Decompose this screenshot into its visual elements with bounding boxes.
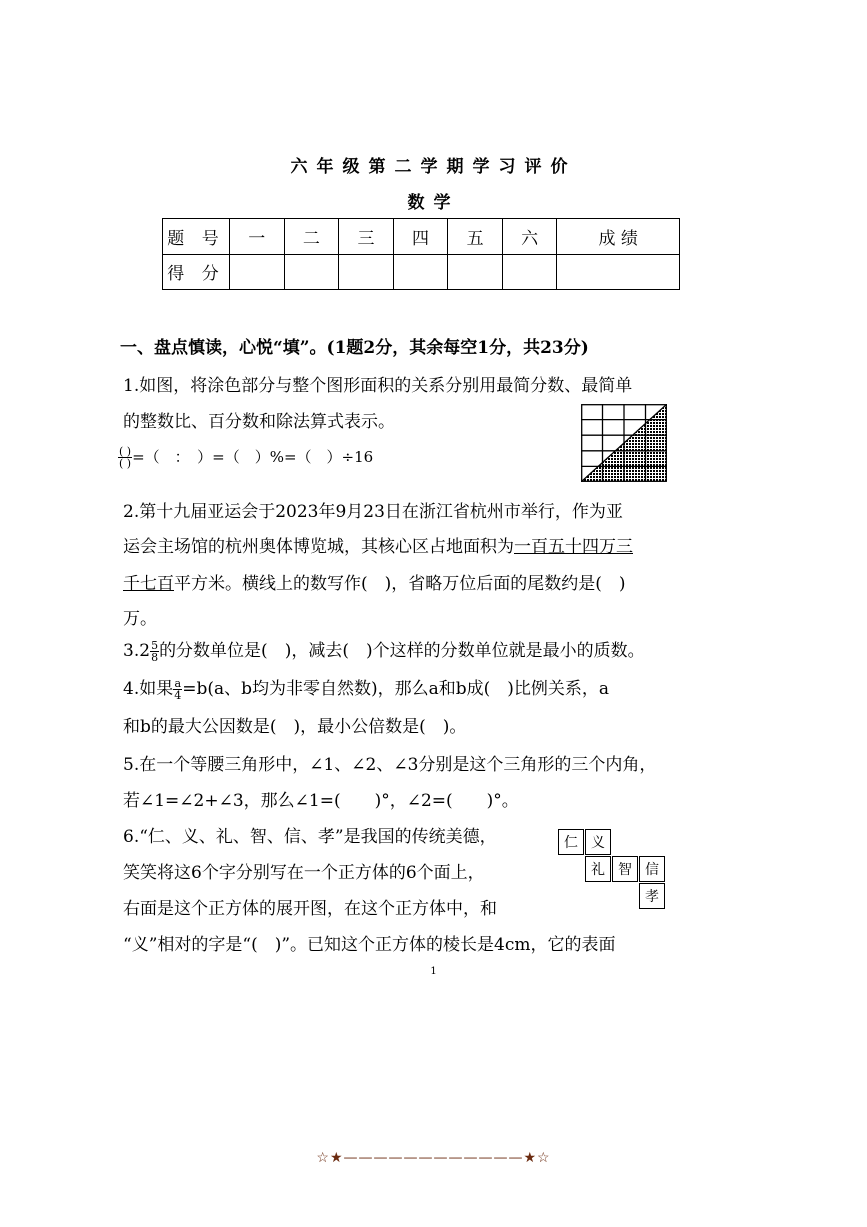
fraction-numerator: 5 <box>151 639 159 652</box>
page-number: 1 <box>430 966 437 977</box>
q1-answer-blanks: =（ ： ）=（ ）%=（ ）÷16 <box>132 448 374 466</box>
q2-line2 <box>123 532 633 557</box>
section-heading: 一、盘点慎读，心悦“填”。(1题2分，其余每空1分，共23分) <box>120 338 589 358</box>
fraction-denominator: 4 <box>174 689 182 702</box>
q1-line2: 的整数比、百分数和除法算式表示。 <box>123 412 395 432</box>
q3-prefix: 3. <box>123 641 140 661</box>
score-blank-cell[interactable] <box>557 254 680 290</box>
q6-line3: 右面是这个正方体的展开图，在这个正方体中，和 <box>123 899 497 919</box>
q2-line4: 万。 <box>123 609 157 629</box>
q2-line2-text: 运会主场馆的杭州奥体博览城，其核心区占地面积为 <box>123 537 514 557</box>
fraction-numerator: a <box>174 677 182 690</box>
score-cell: 一 <box>230 219 285 255</box>
q6-line2: 笑笑将这6个字分别写在一个正方体的6个面上， <box>123 863 485 883</box>
cube-net-face: 礼 <box>585 856 611 882</box>
q1-fraction <box>118 446 132 469</box>
q3-text: 的分数单位是( )，减去( )个这样的分数单位就是最小的质数。 <box>159 641 645 661</box>
score-cell: 三 <box>339 219 394 255</box>
fraction-numerator: ( ) <box>119 445 132 458</box>
q1-answer-line <box>118 446 373 469</box>
q4-line2: 和b的最大公因数是( )，最小公倍数是( )。 <box>123 717 467 737</box>
score-blank-cell[interactable] <box>502 254 557 290</box>
score-blank-cell[interactable] <box>284 254 339 290</box>
cube-net-face: 仁 <box>558 829 584 855</box>
cube-net-face: 智 <box>612 856 638 882</box>
score-cell: 二 <box>284 219 339 255</box>
score-cell: 题 号 <box>163 219 230 255</box>
q2-line1: 2.第十九届亚运会于2023年9月23日在浙江省杭州市举行，作为亚 <box>123 502 623 522</box>
q2-line3 <box>123 569 626 594</box>
q3-fraction <box>150 640 159 663</box>
score-table <box>162 218 680 290</box>
q5-line2: 若∠1=∠2+∠3，那么∠1=( )°，∠2=( )°。 <box>123 791 519 811</box>
page-footer-decoration: ☆★————————————★☆ <box>316 1150 551 1166</box>
fraction-denominator: ( ) <box>119 457 132 470</box>
score-cell: 六 <box>502 219 557 255</box>
paper-subject: 数学 <box>407 193 460 213</box>
q3-whole: 2 <box>139 641 151 661</box>
score-blank-cell[interactable] <box>339 254 394 290</box>
underlined-number-text: 一百五十四万三 <box>514 537 633 557</box>
score-table-score-row <box>163 254 680 290</box>
q6-line1: 6.“仁、义、礼、智、信、孝”是我国的传统美德， <box>123 827 497 847</box>
q1-line1: 1.如图，将涂色部分与整个图形面积的关系分别用最简分数、最简单 <box>123 376 633 396</box>
score-cell: 五 <box>448 219 503 255</box>
q4-line1 <box>123 674 609 701</box>
q4-line1-text: =b(a、b均为非零自然数)，那么a和b成( )比例关系，a <box>182 679 610 699</box>
fraction-denominator: 8 <box>151 651 159 664</box>
shaded-grid-figure <box>581 404 667 482</box>
score-blank-cell[interactable] <box>230 254 285 290</box>
score-blank-cell[interactable] <box>448 254 503 290</box>
cube-net-face: 义 <box>585 829 611 855</box>
q3-line <box>123 636 645 663</box>
q5-line1: 5.在一个等腰三角形中，∠1、∠2、∠3分别是这个三角形的三个内角， <box>123 755 657 775</box>
underlined-number-text: 千七百 <box>123 574 174 594</box>
score-row-label: 得 分 <box>163 254 230 290</box>
score-table-header-row <box>163 219 680 255</box>
q2-line3-text: 平方米。横线上的数写作( )，省略万位后面的尾数约是( ) <box>174 574 626 594</box>
q6-line4: “义”相对的字是“( )”。已知这个正方体的棱长是4cm，它的表面 <box>123 935 616 955</box>
score-blank-cell[interactable] <box>393 254 448 290</box>
score-cell: 四 <box>393 219 448 255</box>
q4-prefix: 4.如果 <box>123 679 174 699</box>
cube-net-face: 信 <box>639 856 665 882</box>
score-cell: 成 绩 <box>557 219 680 255</box>
cube-net-face: 孝 <box>639 883 665 909</box>
paper-title: 六年级第二学期学习评价 <box>290 157 577 177</box>
q4-fraction <box>173 678 182 701</box>
